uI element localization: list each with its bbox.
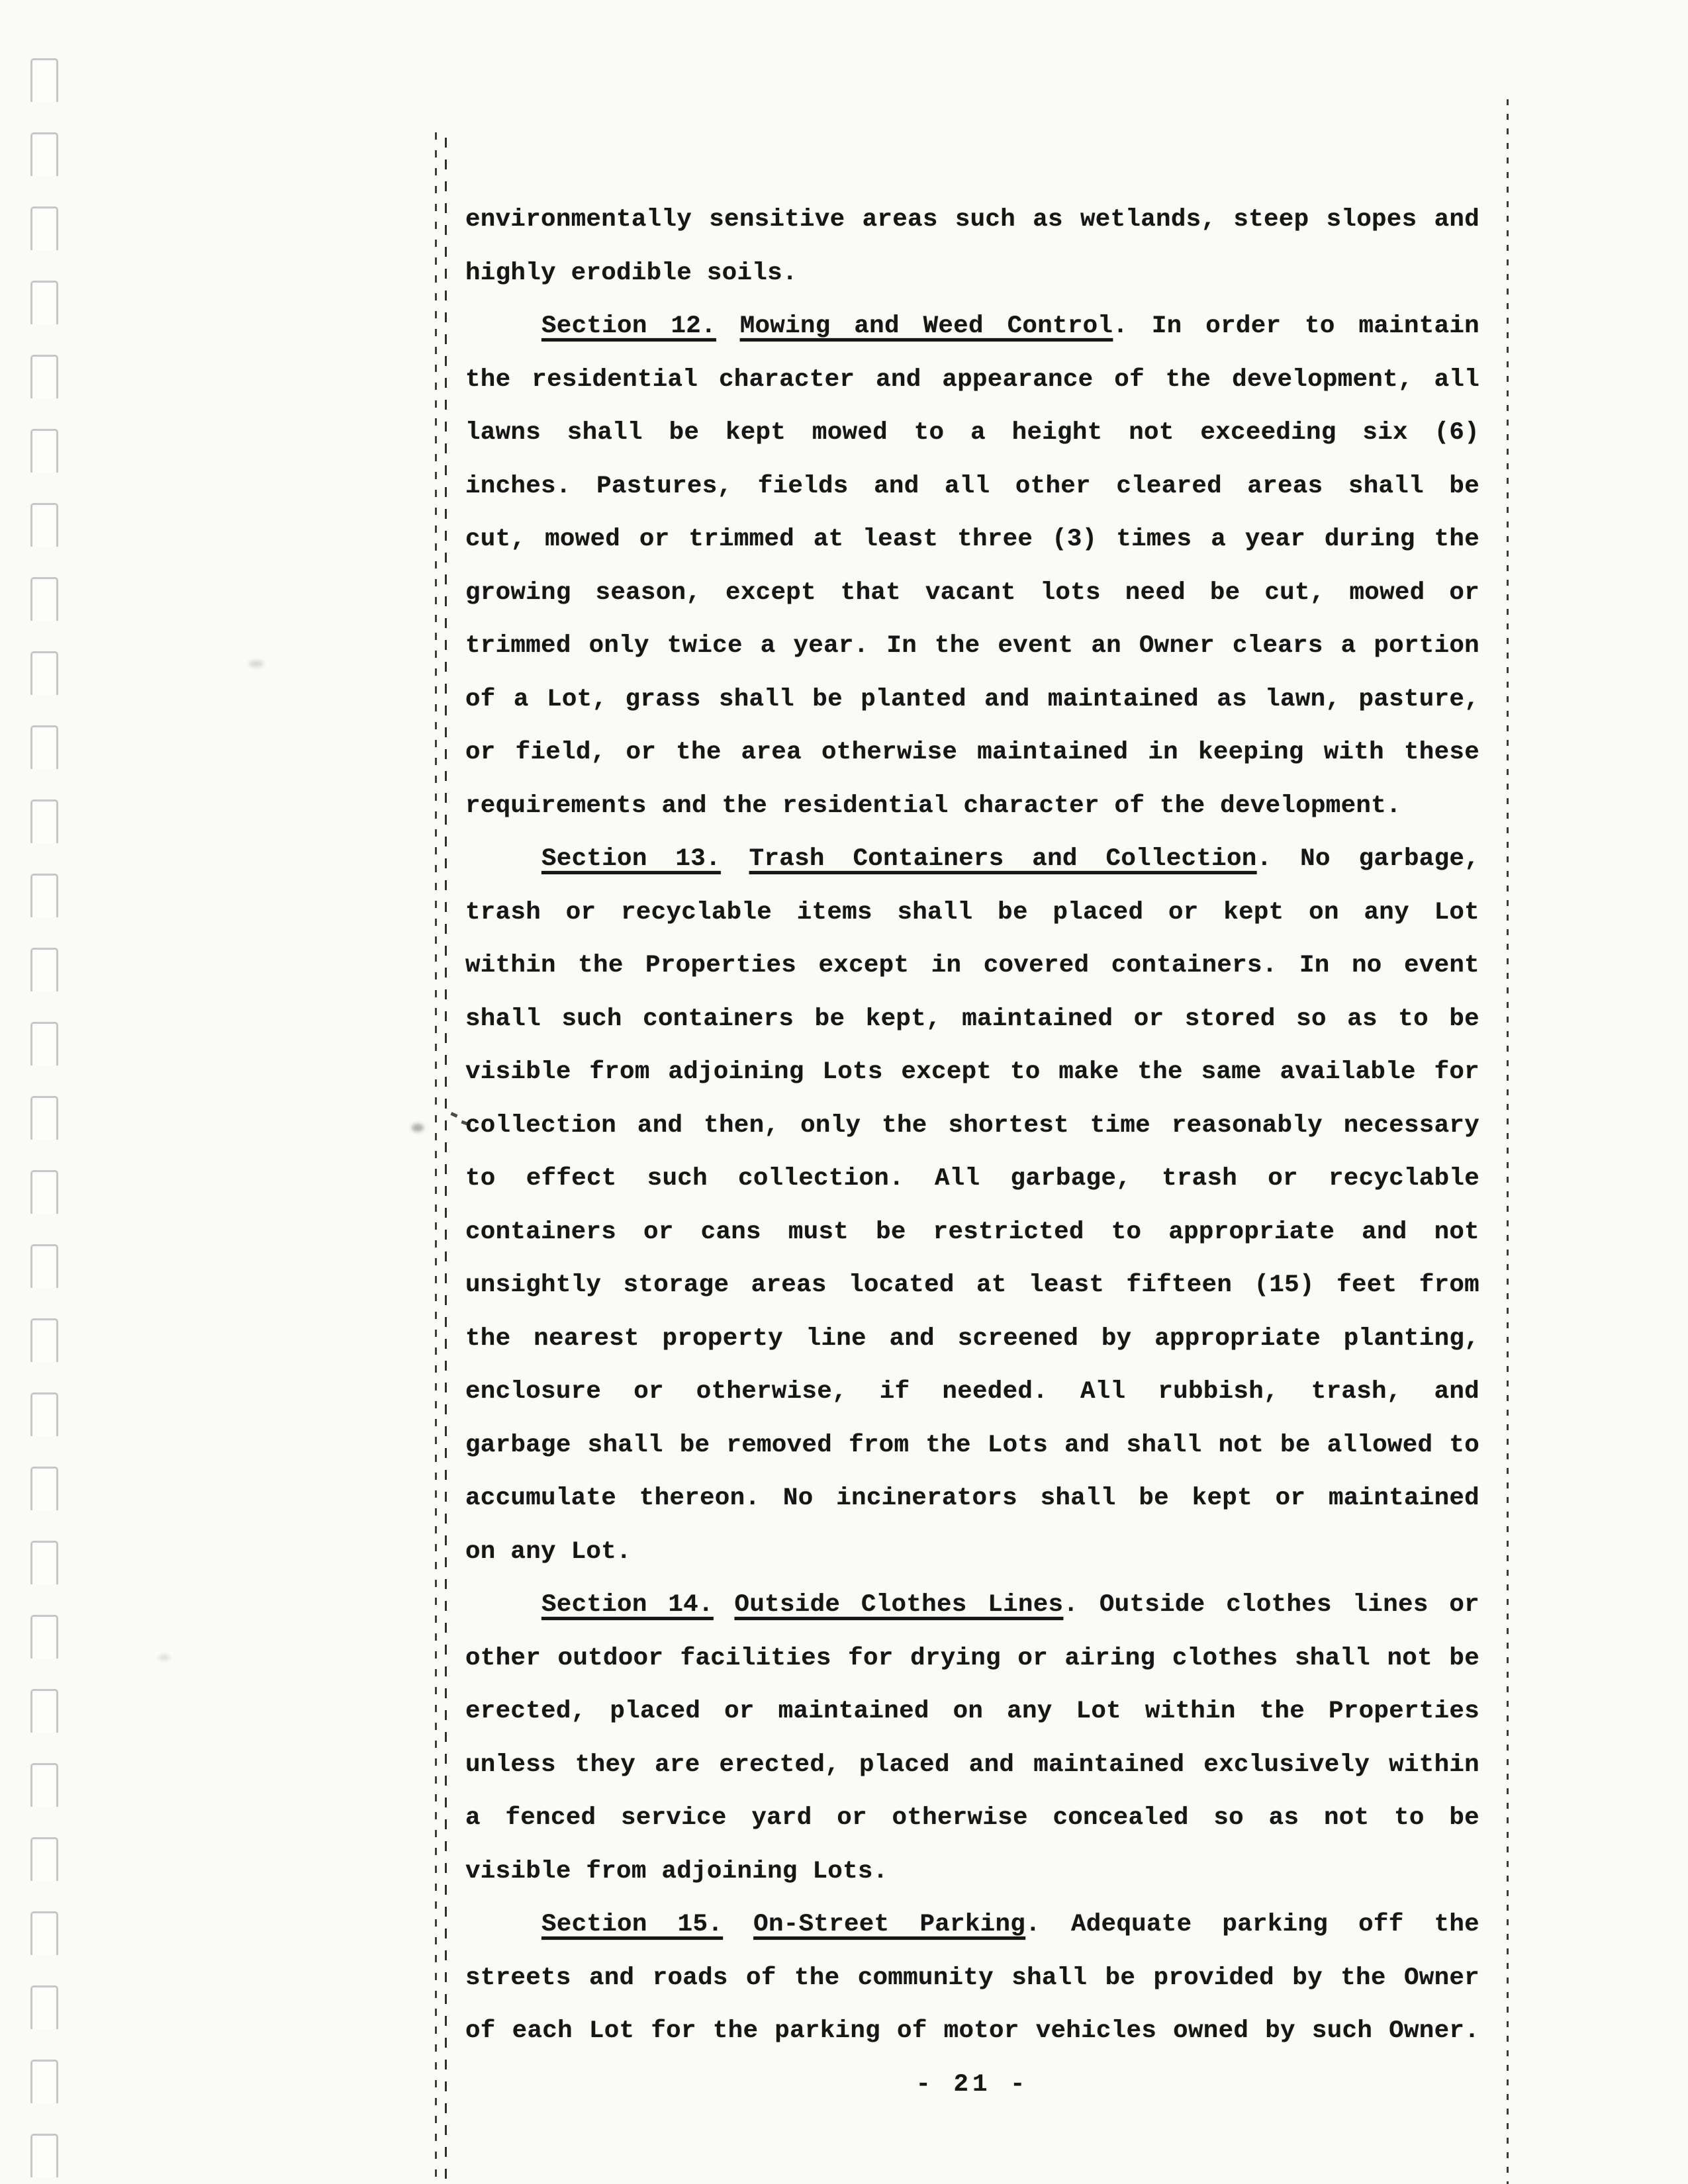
text-segment: trash or recyclable items shall be placed or kept on any Lot <box>465 898 1479 927</box>
text-line <box>465 567 1479 620</box>
text-segment: containers or cans must be restricted to appropriate and not <box>465 1218 1479 1246</box>
scan-smudge <box>159 1655 169 1661</box>
text-segment: . Outside clothes lines or <box>1063 1591 1479 1619</box>
text-segment: the nearest property line and screened by appropriate planting, <box>465 1324 1479 1353</box>
text-line <box>465 1312 1479 1366</box>
binding-hole <box>30 206 58 250</box>
binding-hole <box>30 799 58 843</box>
text-segment: streets and roads of the community shall be provided by the Owner <box>465 1964 1479 1992</box>
text-line <box>465 993 1479 1046</box>
text-line <box>465 353 1479 407</box>
text-segment: within the Properties except in covered containers. In no event <box>465 952 1479 979</box>
document-text <box>465 193 1479 2058</box>
underlined-text: Mowing and Weed Control <box>739 312 1113 340</box>
text-line <box>465 1152 1479 1206</box>
text-line <box>465 193 1479 247</box>
text-segment: visible from adjoining Lots except to make the same available for <box>465 1058 1479 1086</box>
text-segment: unsightly storage areas located at least fifteen (15) feet from <box>465 1271 1479 1299</box>
scan-smudge <box>249 660 263 667</box>
binding-hole <box>30 1096 58 1140</box>
binding-hole <box>30 725 58 769</box>
text-segment: shall such containers be kept, maintained or stored so as to be <box>465 1005 1479 1033</box>
text-segment: a fenced service yard or otherwise concealed so as not to be <box>465 1804 1479 1832</box>
text-line <box>465 1632 1479 1686</box>
text-line <box>465 1259 1479 1312</box>
binding-hole <box>30 355 58 398</box>
text-segment: environmentally sensitive areas such as wetlands, steep slopes and <box>465 206 1479 234</box>
text-line <box>465 619 1479 673</box>
text-segment: visible from adjoining Lots. <box>465 1857 888 1886</box>
text-segment: accumulate thereon. No incinerators shall be kept or maintained <box>465 1484 1479 1512</box>
section-heading-line <box>465 833 1479 886</box>
binding-hole <box>30 2060 58 2103</box>
text-line <box>465 1206 1479 1259</box>
binding-hole <box>30 1763 58 1807</box>
binding-hole <box>30 1689 58 1733</box>
binding-hole <box>30 1911 58 1955</box>
text-segment: trimmed only twice a year. In the event an Owner clears a portion <box>465 632 1479 660</box>
text-segment: the residential character and appearance of the development, all <box>465 365 1479 394</box>
text-segment: garbage shall be removed from the Lots and shall not be allowed to <box>465 1431 1479 1459</box>
page-number: - 21 - <box>915 2071 1029 2099</box>
text-segment: requirements and the residential character of the development. <box>465 792 1401 820</box>
text-segment: . No garbage, <box>1256 845 1480 873</box>
underlined-text: Trash Containers and Collection <box>749 845 1257 873</box>
underlined-text: Section 13. <box>541 845 721 873</box>
text-segment <box>721 845 749 873</box>
scan-artifact-mark <box>450 1112 457 1118</box>
text-line <box>465 406 1479 460</box>
text-segment: . Adequate parking off the <box>1025 1911 1479 1938</box>
underlined-text: On-Street Parking <box>753 1911 1026 1938</box>
text-segment: of each Lot for the parking of motor vehicles owned by such Owner. <box>465 2017 1479 2045</box>
binding-hole <box>30 281 58 324</box>
text-segment: collection and then, only the shortest time reasonably necessary <box>465 1111 1479 1140</box>
binding-hole <box>30 651 58 695</box>
text-line <box>465 247 1479 300</box>
underlined-text: Section 15. <box>541 1911 724 1938</box>
text-segment: inches. Pastures, fields and all other cleared areas shall be <box>465 472 1479 500</box>
binding-hole <box>30 1467 58 1510</box>
section-heading-line <box>465 300 1479 353</box>
scan-edge-line-left-outer <box>435 132 437 2184</box>
binding-hole <box>30 1318 58 1362</box>
underlined-text: Section 12. <box>541 312 716 340</box>
text-line <box>465 1099 1479 1153</box>
text-segment <box>723 1911 753 1938</box>
text-segment: on any Lot. <box>465 1537 632 1566</box>
binding-hole <box>30 948 58 991</box>
text-segment: erected, placed or maintained on any Lot within the Properties <box>465 1698 1479 1725</box>
text-segment: highly erodible soils. <box>465 259 798 287</box>
binding-hole <box>30 1244 58 1288</box>
text-line <box>465 1046 1479 1099</box>
text-line <box>465 1739 1479 1792</box>
text-line <box>465 886 1479 940</box>
scan-smudge <box>412 1124 424 1132</box>
text-segment: of a Lot, grass shall be planted and maintained as lawn, pasture, <box>465 685 1479 713</box>
text-line <box>465 939 1479 993</box>
text-segment: growing season, except that vacant lots need be cut, mowed or <box>465 578 1479 607</box>
text-segment: . In order to maintain <box>1113 312 1479 340</box>
text-line <box>465 1685 1479 1739</box>
text-segment: cut, mowed or trimmed at least three (3) times a year during the <box>465 525 1479 553</box>
binding-hole <box>30 503 58 547</box>
binding-hole <box>30 2134 58 2177</box>
binding-hole <box>30 1170 58 1214</box>
underlined-text: Outside Clothes Lines <box>734 1591 1064 1619</box>
binding-hole <box>30 1985 58 2029</box>
section-heading-line <box>465 1578 1479 1632</box>
text-line <box>465 1419 1479 1473</box>
text-line <box>465 1525 1479 1579</box>
underlined-text: Section 14. <box>541 1591 714 1619</box>
binding-hole <box>30 1541 58 1584</box>
text-segment: enclosure or otherwise, if needed. All rubbish, trash, and <box>465 1378 1479 1406</box>
text-line <box>465 726 1479 780</box>
binding-hole <box>30 1837 58 1881</box>
text-segment: to effect such collection. All garbage, trash or recyclable <box>465 1165 1479 1193</box>
binding-hole <box>30 1022 58 1066</box>
binding-holes <box>0 0 79 2184</box>
binding-hole <box>30 577 58 621</box>
text-line <box>465 1792 1479 1845</box>
text-segment <box>714 1591 735 1619</box>
binding-hole <box>30 874 58 917</box>
text-segment: or field, or the area otherwise maintained in keeping with these <box>465 739 1479 766</box>
binding-hole <box>30 429 58 473</box>
text-line <box>465 1952 1479 2005</box>
text-line <box>465 780 1479 833</box>
text-segment: lawns shall be kept mowed to a height not exceeding six (6) <box>465 419 1479 447</box>
text-segment: unless they are erected, placed and maintained exclusively within <box>465 1751 1479 1779</box>
text-line <box>465 460 1479 514</box>
text-segment <box>716 312 740 340</box>
text-segment: other outdoor facilities for drying or airing clothes shall not be <box>465 1644 1479 1672</box>
binding-hole <box>30 132 58 176</box>
binding-hole <box>30 58 58 102</box>
binding-hole <box>30 1615 58 1659</box>
section-heading-line <box>465 1898 1479 1952</box>
text-line <box>465 1472 1479 1525</box>
binding-hole <box>30 1392 58 1436</box>
text-line <box>465 1845 1479 1899</box>
text-line <box>465 1365 1479 1419</box>
text-line <box>465 2005 1479 2058</box>
text-line <box>465 513 1479 567</box>
scan-edge-line-left-inner <box>445 138 447 2184</box>
scan-edge-line-right <box>1507 99 1509 2184</box>
text-line <box>465 673 1479 727</box>
